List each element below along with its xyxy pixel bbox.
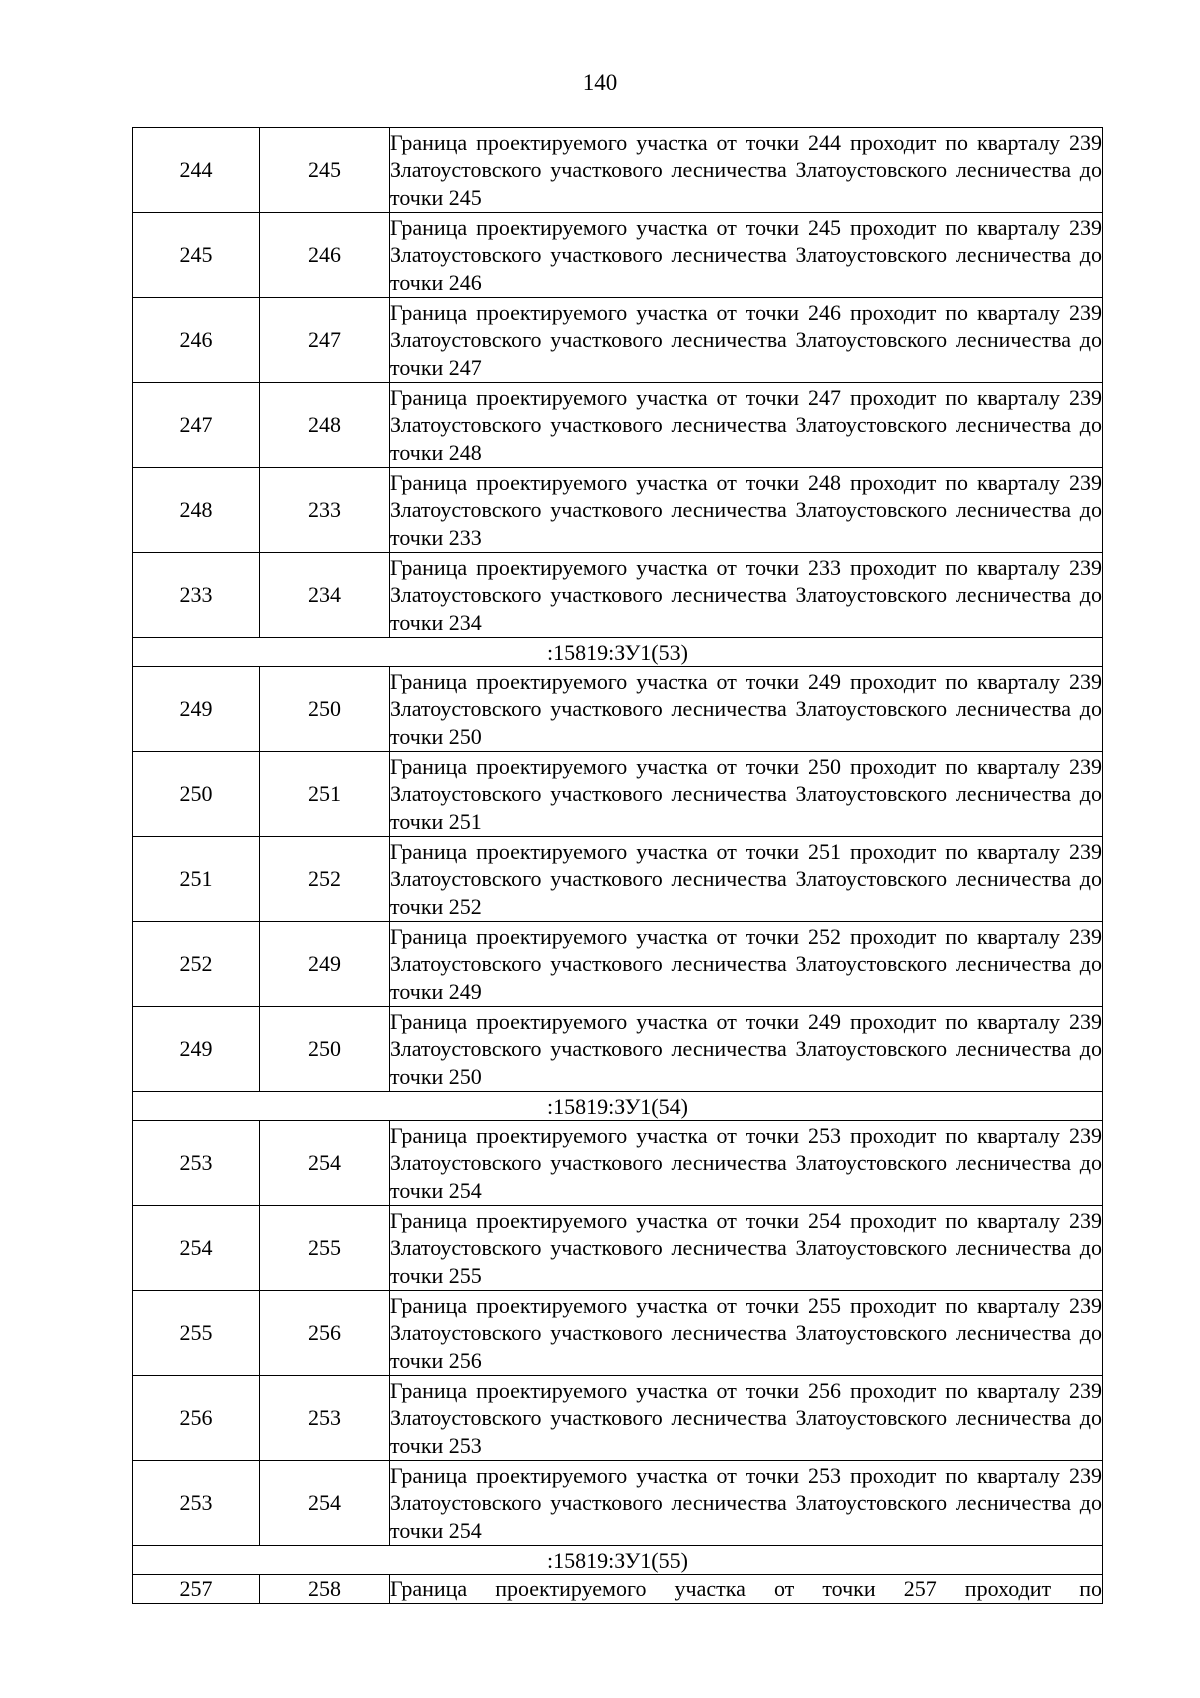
section-row (133, 1092, 1103, 1121)
point-from-cell: 233 (133, 553, 260, 638)
point-from-cell: 253 (133, 1461, 260, 1546)
table-row (133, 837, 1103, 922)
point-to-cell: 256 (260, 1291, 390, 1376)
description-cell: Граница проектируемого участка от точки 253 проходит по кварталу 239 Златоустовского участкового лесничества Златоустовского лесничества до точки 254 (390, 1461, 1103, 1546)
point-to-cell: 245 (260, 128, 390, 213)
point-from-cell: 244 (133, 128, 260, 213)
table-row (133, 1461, 1103, 1546)
table-row (133, 553, 1103, 638)
table-row (133, 667, 1103, 752)
point-to-cell: 246 (260, 213, 390, 298)
table-row (133, 1376, 1103, 1461)
description-cell: Граница проектируемого участка от точки 250 проходит по кварталу 239 Златоустовского участкового лесничества Златоустовского лесничества до точки 251 (390, 752, 1103, 837)
table-row (133, 1206, 1103, 1291)
table-row (133, 383, 1103, 468)
point-to-cell: 234 (260, 553, 390, 638)
point-from-cell: 251 (133, 837, 260, 922)
table-row (133, 1007, 1103, 1092)
point-from-cell: 255 (133, 1291, 260, 1376)
point-to-cell: 247 (260, 298, 390, 383)
point-to-cell: 251 (260, 752, 390, 837)
point-from-cell: 253 (133, 1121, 260, 1206)
section-row (133, 1546, 1103, 1575)
table-row (133, 922, 1103, 1007)
description-cell: Граница проектируемого участка от точки 249 проходит по кварталу 239 Златоустовского участкового лесничества Златоустовского лесничества до точки 250 (390, 667, 1103, 752)
description-cell: Граница проектируемого участка от точки 253 проходит по кварталу 239 Златоустовского участкового лесничества Златоустовского лесничества до точки 254 (390, 1121, 1103, 1206)
point-to-cell: 250 (260, 1007, 390, 1092)
description-cell: Граница проектируемого участка от точки 254 проходит по кварталу 239 Златоустовского участкового лесничества Златоустовского лесничества до точки 255 (390, 1206, 1103, 1291)
table-row (133, 1121, 1103, 1206)
point-from-cell: 249 (133, 1007, 260, 1092)
description-cell: Граница проектируемого участка от точки 255 проходит по кварталу 239 Златоустовского участкового лесничества Златоустовского лесничества до точки 256 (390, 1291, 1103, 1376)
table-row (133, 128, 1103, 213)
point-from-cell: 254 (133, 1206, 260, 1291)
point-to-cell: 255 (260, 1206, 390, 1291)
table-row (133, 298, 1103, 383)
point-from-cell: 257 (133, 1575, 260, 1604)
description-cell: Граница проектируемого участка от точки 257 проходит по (390, 1575, 1103, 1604)
point-from-cell: 252 (133, 922, 260, 1007)
table-row (133, 752, 1103, 837)
table-row (133, 1575, 1103, 1604)
point-to-cell: 258 (260, 1575, 390, 1604)
page-number: 140 (582, 70, 618, 95)
point-from-cell: 247 (133, 383, 260, 468)
description-cell: Граница проектируемого участка от точки 251 проходит по кварталу 239 Златоустовского участкового лесничества Златоустовского лесничества до точки 252 (390, 837, 1103, 922)
section-label: :15819:ЗУ1(53) (133, 638, 1103, 667)
point-to-cell: 248 (260, 383, 390, 468)
point-to-cell: 252 (260, 837, 390, 922)
boundary-table (132, 127, 1103, 1604)
section-label: :15819:ЗУ1(55) (133, 1546, 1103, 1575)
description-cell: Граница проектируемого участка от точки 248 проходит по кварталу 239 Златоустовского участкового лесничества Златоустовского лесничества до точки 233 (390, 468, 1103, 553)
point-from-cell: 250 (133, 752, 260, 837)
point-to-cell: 254 (260, 1121, 390, 1206)
description-cell: Граница проектируемого участка от точки 256 проходит по кварталу 239 Златоустовского участкового лесничества Златоустовского лесничества до точки 253 (390, 1376, 1103, 1461)
table-row (133, 1291, 1103, 1376)
point-to-cell: 254 (260, 1461, 390, 1546)
description-cell: Граница проектируемого участка от точки 252 проходит по кварталу 239 Златоустовского участкового лесничества Златоустовского лесничества до точки 249 (390, 922, 1103, 1007)
point-from-cell: 248 (133, 468, 260, 553)
point-to-cell: 250 (260, 667, 390, 752)
table-body (133, 128, 1103, 1604)
table-row (133, 213, 1103, 298)
point-from-cell: 249 (133, 667, 260, 752)
point-to-cell: 253 (260, 1376, 390, 1461)
section-row (133, 638, 1103, 667)
point-to-cell: 249 (260, 922, 390, 1007)
point-from-cell: 245 (133, 213, 260, 298)
description-cell: Граница проектируемого участка от точки 233 проходит по кварталу 239 Златоустовского участкового лесничества Златоустовского лесничества до точки 234 (390, 553, 1103, 638)
point-from-cell: 256 (133, 1376, 260, 1461)
point-to-cell: 233 (260, 468, 390, 553)
description-cell: Граница проектируемого участка от точки 247 проходит по кварталу 239 Златоустовского участкового лесничества Златоустовского лесничества до точки 248 (390, 383, 1103, 468)
section-label: :15819:ЗУ1(54) (133, 1092, 1103, 1121)
description-cell: Граница проектируемого участка от точки 249 проходит по кварталу 239 Златоустовского участкового лесничества Златоустовского лесничества до точки 250 (390, 1007, 1103, 1092)
description-cell: Граница проектируемого участка от точки 245 проходит по кварталу 239 Златоустовского участкового лесничества Златоустовского лесничества до точки 246 (390, 213, 1103, 298)
point-from-cell: 246 (133, 298, 260, 383)
description-cell: Граница проектируемого участка от точки 244 проходит по кварталу 239 Златоустовского участкового лесничества Златоустовского лесничества до точки 245 (390, 128, 1103, 213)
table-row (133, 468, 1103, 553)
description-cell: Граница проектируемого участка от точки 246 проходит по кварталу 239 Златоустовского участкового лесничества Златоустовского лесничества до точки 247 (390, 298, 1103, 383)
